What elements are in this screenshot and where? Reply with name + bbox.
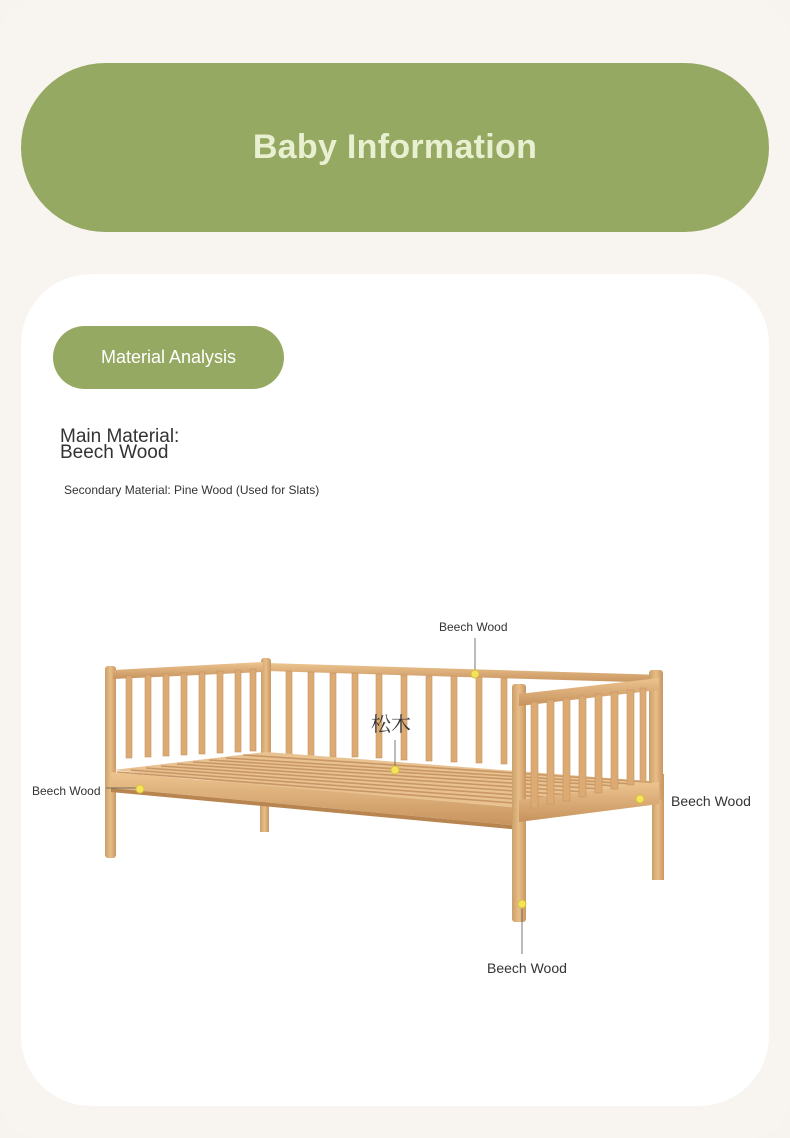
callout-left-label: Beech Wood (32, 784, 101, 798)
bed-illustration (105, 658, 664, 922)
bed-diagram (21, 274, 769, 1106)
hero-banner (21, 63, 769, 232)
callout-top-label: Beech Wood (439, 620, 508, 634)
slat-material-label: 松木 (371, 712, 411, 736)
callout-right-label: Beech Wood (671, 793, 751, 809)
main-material-value: Beech Wood (60, 442, 169, 463)
page-title: Baby Information (252, 128, 538, 166)
secondary-material-text: Secondary Material: Pine Wood (Used for Slats) (64, 483, 320, 497)
section-pill-label: Material Analysis (100, 347, 237, 367)
callout-bottom-label: Beech Wood (487, 960, 567, 976)
material-card (21, 274, 769, 1106)
main-material-label: Main Material: (60, 426, 180, 447)
